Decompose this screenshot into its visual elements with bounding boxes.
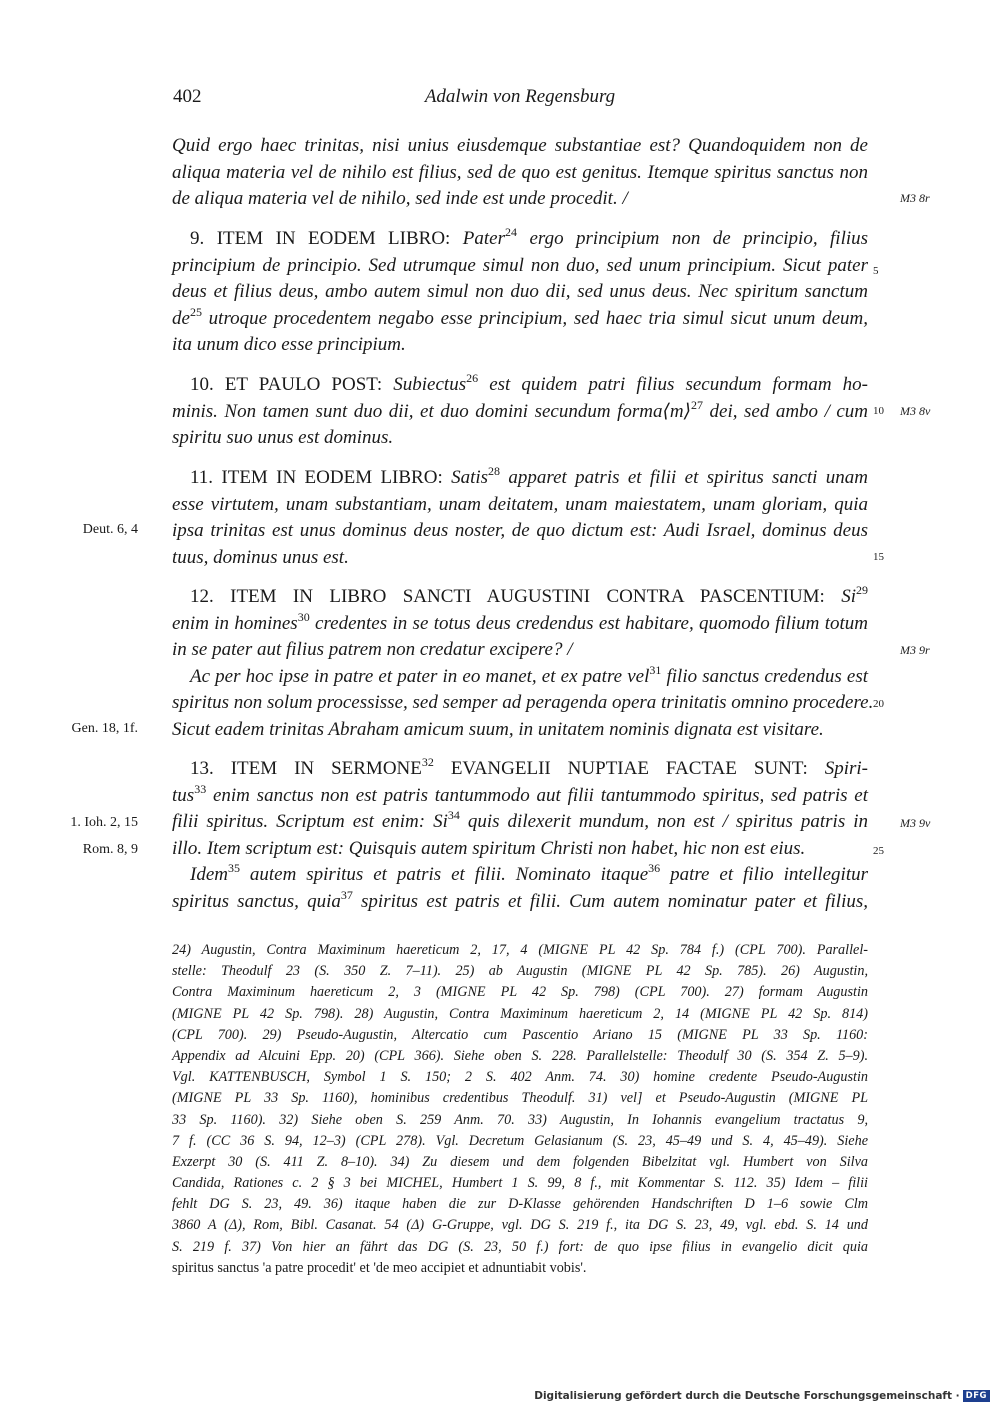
text-line: in se pater aut filius patrem non credatur excipere? /: [172, 639, 573, 660]
text-line: Quid ergo haec trinitas, nisi unius eiusdemque substantiae est? Quandoquidem non de: [172, 135, 868, 156]
footnote-ref: 35: [227, 861, 240, 875]
paragraph-11: [172, 465, 868, 571]
text-span: spiritus sanctus, quia: [172, 890, 341, 912]
text-line: [172, 664, 868, 691]
text-line: [172, 611, 868, 638]
footnote-line: Candida, Rationes c. 2 § 3 bei MICHEL, Humbert 1 S. 99, 8 f., mit Kommentar S. 112. 35) Idem – filii: [172, 1175, 868, 1192]
footnote-line: (MIGNE PL 42 Sp. 798). 28) Augustin, Contra Maximinum haereticum 2, 14 (MIGNE PL 42 Sp. 814): [172, 1005, 868, 1022]
text-span: quis dilexerit mundum, non est / spiritus patris in: [467, 811, 869, 832]
text-line: illo. Item scriptum est: Quisquis autem spiritum Christi non habet, hic non est eius.: [172, 837, 806, 859]
paragraph-12: [172, 583, 874, 743]
footnote-ref: 25: [189, 304, 202, 319]
text-span: autem spiritus et patris et filii. Nominato itaque: [249, 864, 649, 885]
footnote-ref: 27: [691, 397, 704, 412]
text-span: enim sanctus non est patris tantummodo aut filii tantummodo spiritus, sed patris et: [212, 784, 868, 806]
running-title: Adalwin von Regensburg: [424, 86, 616, 107]
text-span: dei, sed ambo / cum: [709, 400, 869, 422]
text-span: apparet patris et filii et spiritus sancti unam: [508, 467, 869, 488]
text-line: spiritus non solum processisse, sed semper ad peragenda opera trinitatis omnino procedere.: [172, 692, 874, 713]
footnote-ref: 28: [488, 464, 501, 478]
text-span: spiritus est patris et filii. Cum autem nominatur pater et filius,: [361, 890, 868, 912]
text-span: Spiri-: [824, 758, 868, 779]
footnote-line: 24) Augustin, Contra Maximinum haereticum 2, 17, 4 (MIGNE PL 42 Sp. 784 f.) (CPL 700). Parallel-: [172, 942, 868, 958]
text-line: [172, 226, 868, 253]
line-number: 20: [873, 698, 884, 710]
footnote-line: 33 Sp. 1160). 32) Siehe oben S. 259 Anm. 70. 33) Augustin, In Iohannis evangelium tractatus 9,: [172, 1111, 868, 1128]
footnote-line: Contra Maximinum haereticum 2, 3 (MIGNE PL 42 Sp. 798) (CPL 700). 27) formam Augustin: [172, 984, 868, 1001]
section-heading: 11. ITEM IN EODEM LIBRO:: [190, 467, 443, 488]
footnote-line: Appendix ad Alcuini Epp. 20) (CPL 366). Siehe oben S. 228. Parallelstelle: Theodulf 30 (S. 354 Z. 5–9).: [172, 1047, 868, 1064]
text-span: Subiectus: [393, 374, 467, 395]
margin-reference: Deut. 6, 4: [82, 522, 138, 537]
text-line: Sicut eadem trinitas Abraham amicum suum, in unitatem nominis dignata est visitare.: [172, 718, 824, 740]
paragraph-9: [172, 226, 868, 359]
footnote-ref: 29: [856, 583, 868, 597]
section-heading: EVANGELII NUPTIAE FACTAE SUNT:: [450, 758, 808, 779]
footnote-ref: 30: [297, 609, 310, 624]
footnote-ref: 32: [421, 755, 434, 769]
dfg-logo: DFG: [963, 1390, 990, 1402]
paragraph-intro: [172, 133, 868, 213]
text-line: [172, 862, 868, 889]
text-line: ita unum dico esse principium.: [172, 334, 406, 355]
footnote-ref: 26: [466, 371, 479, 385]
text-span: est quidem patri filius secundum formam ho-: [489, 374, 869, 395]
text-line: [172, 889, 868, 916]
text-line: [172, 399, 868, 426]
margin-reference: Rom. 8, 9: [82, 842, 138, 857]
footnote-line: fehlt DG S. 23, 49. 36) itaque haben die zur D-Klasse gehörenden Handschriften D 1–6 sowie Clm: [172, 1196, 868, 1213]
footnote-line: spiritus sanctus 'a patre procedit' et 'de meo accipiet et adnuntiabit vobis'.: [172, 1259, 587, 1276]
section-heading: 13. ITEM IN SERMONE: [190, 758, 422, 779]
text-line: esse virtutem, unam substantiam, unam deitatem, unam maiestatem, unam gloriam, quia: [172, 493, 868, 515]
text-span: minis. Non tamen sunt duo dii, et duo domini secundum forma⟨m⟩: [172, 400, 692, 422]
line-number: 25: [873, 845, 884, 857]
text-span: filii spiritus. Scriptum est enim: Si: [172, 811, 448, 832]
line-number: 15: [873, 551, 884, 563]
text-span: enim in homines: [172, 612, 298, 634]
footnote-line: (MIGNE PL 33 Sp. 1160), hominibus credentibus Theodulf. 31) vel] et Pseudo-Augustin (MIGNE PL: [172, 1090, 868, 1107]
margin-reference: 1. Ioh. 2, 15: [70, 815, 138, 830]
text-span: Ac per hoc ipse in patre et pater in eo manet, et ex patre vel: [190, 665, 650, 687]
text-line: spiritu suo unus est dominus.: [172, 427, 394, 448]
text-span: utroque procedentem negabo esse principium, sed haec tria simul sicut unum deum,: [208, 307, 869, 329]
footer-text: Digitalisierung gefördert durch die Deutsche Forschungsgemeinschaft ·: [534, 1390, 960, 1402]
folio-marker: M3 8r: [900, 191, 930, 205]
line-number: 5: [873, 265, 879, 277]
text-line: ipsa trinitas est unus dominus deus noster, de quo dictum est: Audi Israel, dominus deus: [172, 520, 868, 541]
footnote-line: Vgl. KATTENBUSCH, Symbol 1 S. 150; 2 S. 402 Anm. 74. 30) homine credente Pseudo-Augustin: [172, 1069, 868, 1086]
text-span: credentes in se totus deus credendus est habitare, quomodo filium totum: [315, 612, 869, 634]
text-span: filio sanctus credendus est: [666, 665, 868, 687]
text-line: [172, 465, 868, 492]
margin-reference: Gen. 18, 1f.: [71, 721, 138, 736]
text-span: Idem: [190, 864, 228, 885]
text-line: [172, 783, 868, 810]
footnote-line: S. 219 f. 37) Von hier an fährt das DG (S. 23, 50 f.) fort: de quo ipse filius in evangelio dicit quia: [172, 1238, 868, 1255]
text-line: [172, 306, 868, 333]
footnote-ref: 31: [649, 662, 662, 677]
text-line: aliqua materia vel de nihilo est filius, sed de quo est genitus. Itemque spiritus sanctus non: [172, 161, 868, 183]
text-span: de: [172, 307, 190, 329]
folio-marker: M3 8v: [900, 404, 931, 418]
text-line: tuus, dominus unus est.: [172, 546, 349, 568]
text-line: deus et filius deus, ambo autem simul non duo dii, sed unus deus. Nec spiritum sanctum: [172, 281, 868, 302]
text-span: patre et filio intellegitur: [670, 864, 868, 885]
footnote-ref: 24: [505, 225, 517, 239]
text-span: tus: [172, 784, 195, 806]
text-line: de aliqua materia vel de nihilo, sed inde est unde procedit. /: [172, 188, 628, 209]
text-line: [172, 584, 868, 611]
folio-marker: M3 9r: [900, 643, 930, 657]
paragraph-13: [172, 756, 868, 915]
text-span: ergo principium non de principio, filius: [529, 228, 869, 249]
page-number: 402: [173, 86, 202, 107]
text-line: [172, 756, 868, 783]
footnote-line: (CPL 700). 29) Pseudo-Augustin, Altercatio cum Pascentio Ariano 15 (MIGNE PL 33 Sp. 1160:: [172, 1026, 868, 1043]
section-heading: 9. ITEM IN EODEM LIBRO:: [190, 228, 451, 249]
footnote-line: 3860 A (Δ), Rom, Bibl. Casanat. 54 (Δ) G-Gruppe, vgl. DG S. 219 f., ita DG S. 23, 49, vgl. ebd. S. 14 und: [172, 1217, 868, 1234]
folio-marker: M3 9v: [900, 816, 931, 830]
footnote-ref: 34: [447, 808, 460, 822]
text-line: principium de principio. Sed utrumque simul non duo, sed unum principium. Sicut pater: [172, 254, 868, 276]
text-span: Si: [841, 586, 856, 607]
paragraph-10: [172, 372, 868, 452]
footnote-ref: 33: [194, 781, 207, 796]
line-number: 10: [873, 405, 884, 417]
text-line: [172, 809, 868, 836]
text-span: Satis: [451, 467, 489, 488]
footnote-line: stelle: Theodulf 23 (S. 350 Z. 7–11). 25) ab Augustin (MIGNE PL 42 Sp. 785). 26) Augustin,: [172, 963, 868, 980]
footnote-line: Exzerpt 30 (S. 411 Z. 8–10). 34) Zu diesem und dem folgenden Bibelzitat vgl. Humbert von Silva: [172, 1153, 868, 1170]
digitization-footer: [534, 1390, 990, 1402]
section-heading: 12. ITEM IN LIBRO SANCTI AUGUSTINI CONTRA PASCENTIUM:: [190, 586, 825, 607]
footnote-ref: 37: [340, 887, 353, 902]
footnote-ref: 36: [648, 861, 661, 875]
footnote-line: 7 f. (CC 36 S. 94, 12–3) (CPL 278). Vgl. Decretum Gelasianum (S. 23, 45–49 und S. 4, 45–49). Siehe: [172, 1132, 868, 1149]
footnotes: [172, 940, 868, 1279]
section-heading: 10. ET PAULO POST:: [190, 374, 383, 395]
text-span: Pater: [462, 228, 505, 249]
text-line: [172, 372, 868, 399]
